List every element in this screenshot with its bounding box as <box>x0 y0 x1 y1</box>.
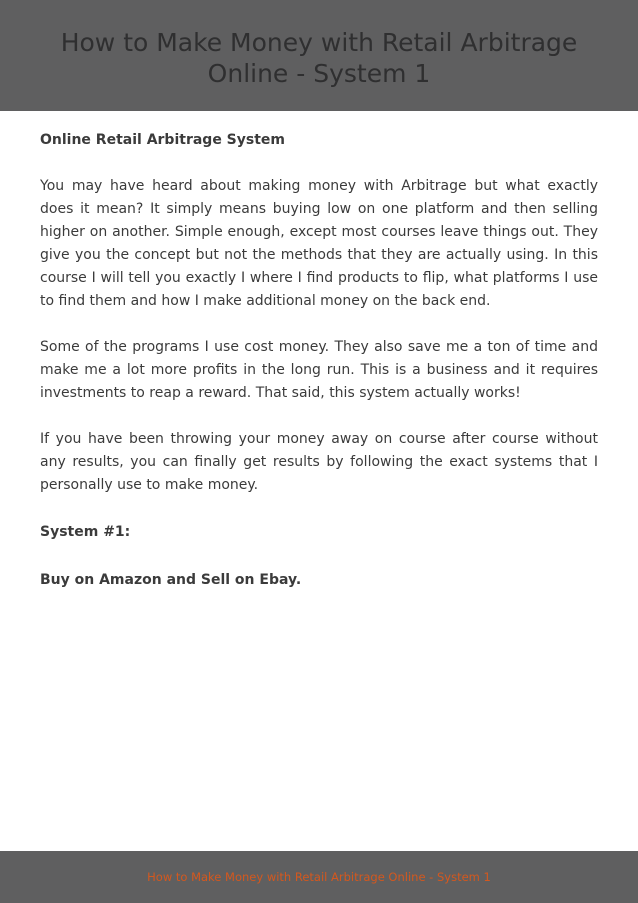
paragraph-intro: You may have heard about making money with Arbitrage but what exactly does it mean? It simply means buying low on one platform and then selling higher on another. Simple enough, except most courses leave things out. They give you the concept but not the methods that they are actually using. In this course I will tell you exactly I where I find products to flip, what platforms I use to find them and how I make additional money on the back end. <box>40 178 598 309</box>
system-label: System #1: <box>40 524 131 540</box>
paragraph-results: If you have been throwing your money away on course after course without any results, you can finally get results by following the exact systems that I personally use to make money. <box>40 431 598 493</box>
spacer <box>40 545 598 567</box>
page-footer <box>0 851 638 903</box>
page-header <box>0 0 638 111</box>
spacer <box>40 313 598 336</box>
section-heading: Online Retail Arbitrage System <box>40 132 285 148</box>
document-title-line-1: How to Make Money with Retail Arbitrage <box>60 28 578 57</box>
spacer <box>40 497 598 519</box>
document-title-line-2: Online - System 1 <box>207 59 431 88</box>
system-title: Buy on Amazon and Sell on Ebay. <box>40 572 302 588</box>
document-body <box>40 127 598 593</box>
footer-title: How to Make Money with Retail Arbitrage Online - System 1 <box>147 870 491 884</box>
paragraph-investment: Some of the programs I use cost money. They also save me a ton of time and make me a lot more profits in the long run. This is a business and it requires investments to reap a reward. That said, this system actually works! <box>40 339 598 401</box>
document-title <box>0 0 638 89</box>
spacer <box>40 153 598 175</box>
spacer <box>40 405 598 428</box>
